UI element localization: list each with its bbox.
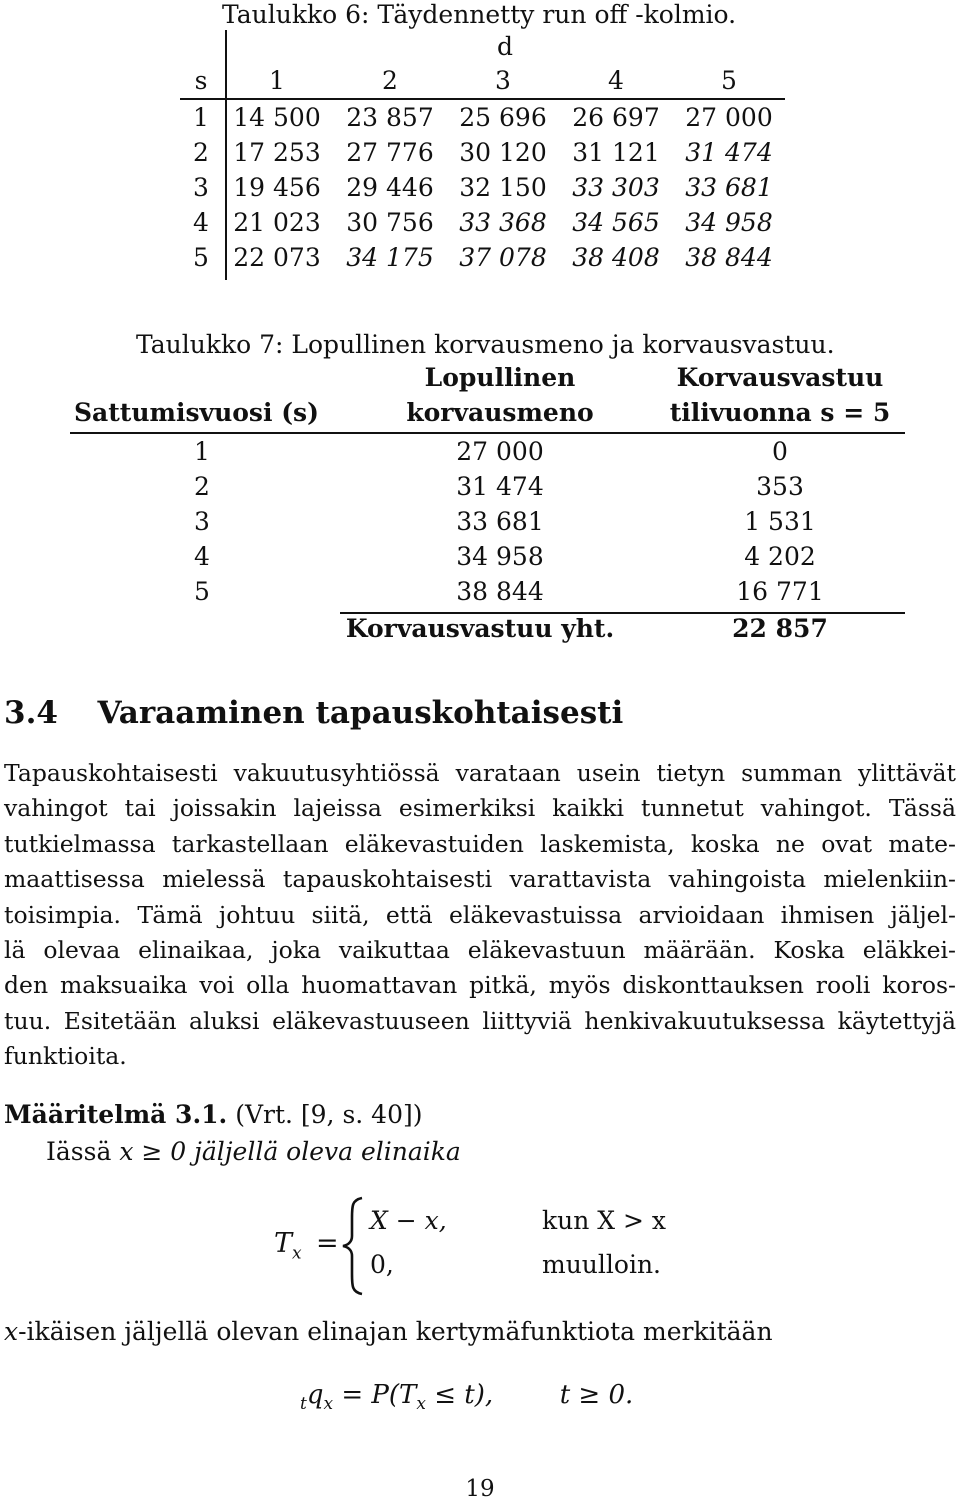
table6-cell: 27 776	[346, 138, 434, 167]
definition-statement	[46, 1137, 461, 1166]
table7-row-s: 1	[194, 437, 210, 466]
table6-cell: 30 120	[459, 138, 547, 167]
table6-col-header: 1	[269, 66, 285, 95]
cdf-q-subscript: x	[323, 1394, 334, 1415]
table6-row-s: 5	[193, 243, 209, 272]
formula-case2-cond: muulloin.	[542, 1250, 661, 1279]
formula-lhs-subscript: x	[292, 1243, 302, 1264]
table7-reserve: 16 771	[736, 577, 824, 606]
table6-cell: 14 500	[233, 103, 321, 132]
table6-col-header: 2	[382, 66, 398, 95]
table7-total-value: 22 857	[732, 614, 828, 643]
table6-col-header: 4	[608, 66, 624, 95]
table7-row-s: 5	[194, 577, 210, 606]
table6-cell-estimated: 31 474	[685, 138, 773, 167]
table6-d-label: d	[496, 32, 513, 61]
definition-label: Määritelmä 3.1.	[4, 1100, 228, 1129]
table6-cell: 17 253	[233, 138, 321, 167]
table6-s-label: s	[194, 66, 208, 95]
table6-cell: 29 446	[346, 173, 434, 202]
definition-reference: (Vrt. [9, s. 40])	[235, 1100, 423, 1129]
table6-cell: 21 023	[233, 208, 321, 237]
table6-cell: 32 150	[459, 173, 547, 202]
table7-caption: Taulukko 7: Lopullinen korvausmeno ja korvausvastuu.	[136, 330, 835, 359]
table7-reserve: 1 531	[744, 507, 816, 536]
paragraph-line: lä olevaa elinaikaa, joka vaikuttaa eläkevastuun määrään. Koska eläkkei-	[4, 936, 956, 965]
section-paragraph	[4, 756, 956, 1075]
cdf-condition: t ≥ 0.	[559, 1380, 634, 1410]
table7-final-cost: 34 958	[456, 542, 544, 571]
definition-term: jäljellä oleva elinaika	[194, 1137, 461, 1166]
cdf-q: q	[306, 1380, 324, 1410]
table6-cell-estimated: 34 175	[346, 243, 434, 272]
table6-col-header: 5	[721, 66, 737, 95]
table7-header-col3-line1: Korvausvastuu	[676, 363, 884, 392]
definition-prefix: Iässä	[46, 1137, 112, 1166]
cdf-rhs-subscript: x	[416, 1394, 426, 1415]
formula-lhs	[274, 1228, 302, 1263]
table6-cell-estimated: 33 303	[572, 173, 660, 202]
table7-header-rule	[70, 432, 905, 434]
paragraph-line: toisimpia. Tämä johtuu siitä, että eläkevastuissa arvioidaan ihmisen jäljel-	[4, 900, 956, 929]
formula-case2-expr: 0,	[370, 1250, 394, 1279]
table6-cell: 19 456	[233, 173, 321, 202]
paragraph-line: tuu. Esitetään aluksi eläkevastuuseen liittyviä henkivakuutuksessa käytettyjä	[4, 1006, 956, 1035]
table6-cell-estimated: 34 565	[572, 208, 660, 237]
table6-cell-estimated: 38 408	[572, 243, 660, 272]
table7-reserve: 353	[756, 472, 804, 501]
table6-caption: Taulukko 6: Täydennetty run off -kolmio.	[222, 0, 737, 29]
table7-header-col3-line2: tilivuonna s = 5	[669, 398, 891, 427]
table7-final-cost: 31 474	[456, 472, 544, 501]
table7-reserve: 0	[772, 437, 788, 466]
table6-cell-estimated: 37 078	[459, 243, 547, 272]
table6-row-s: 3	[193, 173, 209, 202]
formula-equals: =	[316, 1228, 339, 1259]
cdf-rhs: = P(T	[341, 1380, 417, 1410]
paragraph-line: vahingot tai joissakin lajeissa esimerkiksi kaikki tunnetut vahingot. Tässä	[4, 794, 956, 823]
table6-cell: 26 697	[572, 103, 660, 132]
definition-heading	[4, 1100, 423, 1129]
definition-condition: x ≥ 0	[119, 1137, 187, 1166]
table6-cell: 22 073	[233, 243, 321, 272]
table6-cell: 27 000	[685, 103, 773, 132]
section-heading	[4, 695, 623, 731]
table7-final-cost: 27 000	[456, 437, 544, 466]
formula-cdf	[300, 1380, 633, 1414]
table6-header-rule	[180, 98, 785, 100]
table7-reserve: 4 202	[744, 542, 816, 571]
cdf-rhs-end: ≤ t),	[434, 1380, 494, 1410]
table6-cell: 23 857	[346, 103, 434, 132]
table6-col-header: 3	[495, 66, 511, 95]
table6-cell: 25 696	[459, 103, 547, 132]
paragraph-line: tutkielmassa tarkastellaan eläkevastuiden laskemista, koska ne ovat mate-	[4, 829, 956, 858]
table6-cell-estimated: 33 368	[459, 208, 547, 237]
table6-cell-estimated: 33 681	[685, 173, 773, 202]
cdf-intro-text: -ikäisen jäljellä olevan elinajan kertymäfunktiota merkitään	[18, 1317, 773, 1346]
page-number: 19	[465, 1476, 495, 1502]
table6-row-s: 4	[193, 208, 209, 237]
table7-final-cost: 38 844	[456, 577, 544, 606]
table6-cell: 30 756	[346, 208, 434, 237]
left-brace-icon	[340, 1196, 366, 1296]
table7-header-col2-line2: korvausmeno	[406, 398, 594, 427]
table7-header-col2-line1: Lopullinen	[424, 363, 576, 392]
paragraph-line: funktioita.	[4, 1042, 127, 1071]
cdf-intro-variable: x	[4, 1317, 19, 1346]
table7-row-s: 3	[194, 507, 210, 536]
section-title: Varaaminen tapauskohtaisesti	[97, 695, 624, 731]
table6-row-s: 2	[193, 138, 209, 167]
cdf-intro-line	[4, 1317, 773, 1346]
table7-total-label: Korvausvastuu yht.	[345, 614, 615, 643]
section-number: 3.4	[4, 695, 58, 731]
table7-final-cost: 33 681	[456, 507, 544, 536]
paragraph-line: den maksuaika voi olla huomattavan pitkä, myös diskonttauksen rooli koros-	[4, 971, 956, 1000]
paragraph-line: maattisessa mielessä tapauskohtaisesti varattavista vahingoista mielenkiin-	[4, 865, 956, 894]
table6-cell-estimated: 34 958	[685, 208, 773, 237]
table7-header-col1: Sattumisvuosi (s)	[74, 398, 319, 427]
formula-lhs-symbol: T	[274, 1228, 293, 1259]
table7-row-s: 2	[194, 472, 210, 501]
table6-cell-estimated: 38 844	[685, 243, 773, 272]
table6-row-s: 1	[193, 103, 209, 132]
cdf-pre-subscript: t	[300, 1394, 307, 1415]
paragraph-line: Tapauskohtaisesti vakuutusyhtiössä varataan usein tietyn summan ylittävät	[4, 759, 956, 787]
formula-case1-expr: X − x,	[370, 1206, 447, 1235]
table7-row-s: 4	[194, 542, 210, 571]
formula-case1-cond: kun X > x	[542, 1206, 667, 1235]
table6-cell: 31 121	[572, 138, 660, 167]
